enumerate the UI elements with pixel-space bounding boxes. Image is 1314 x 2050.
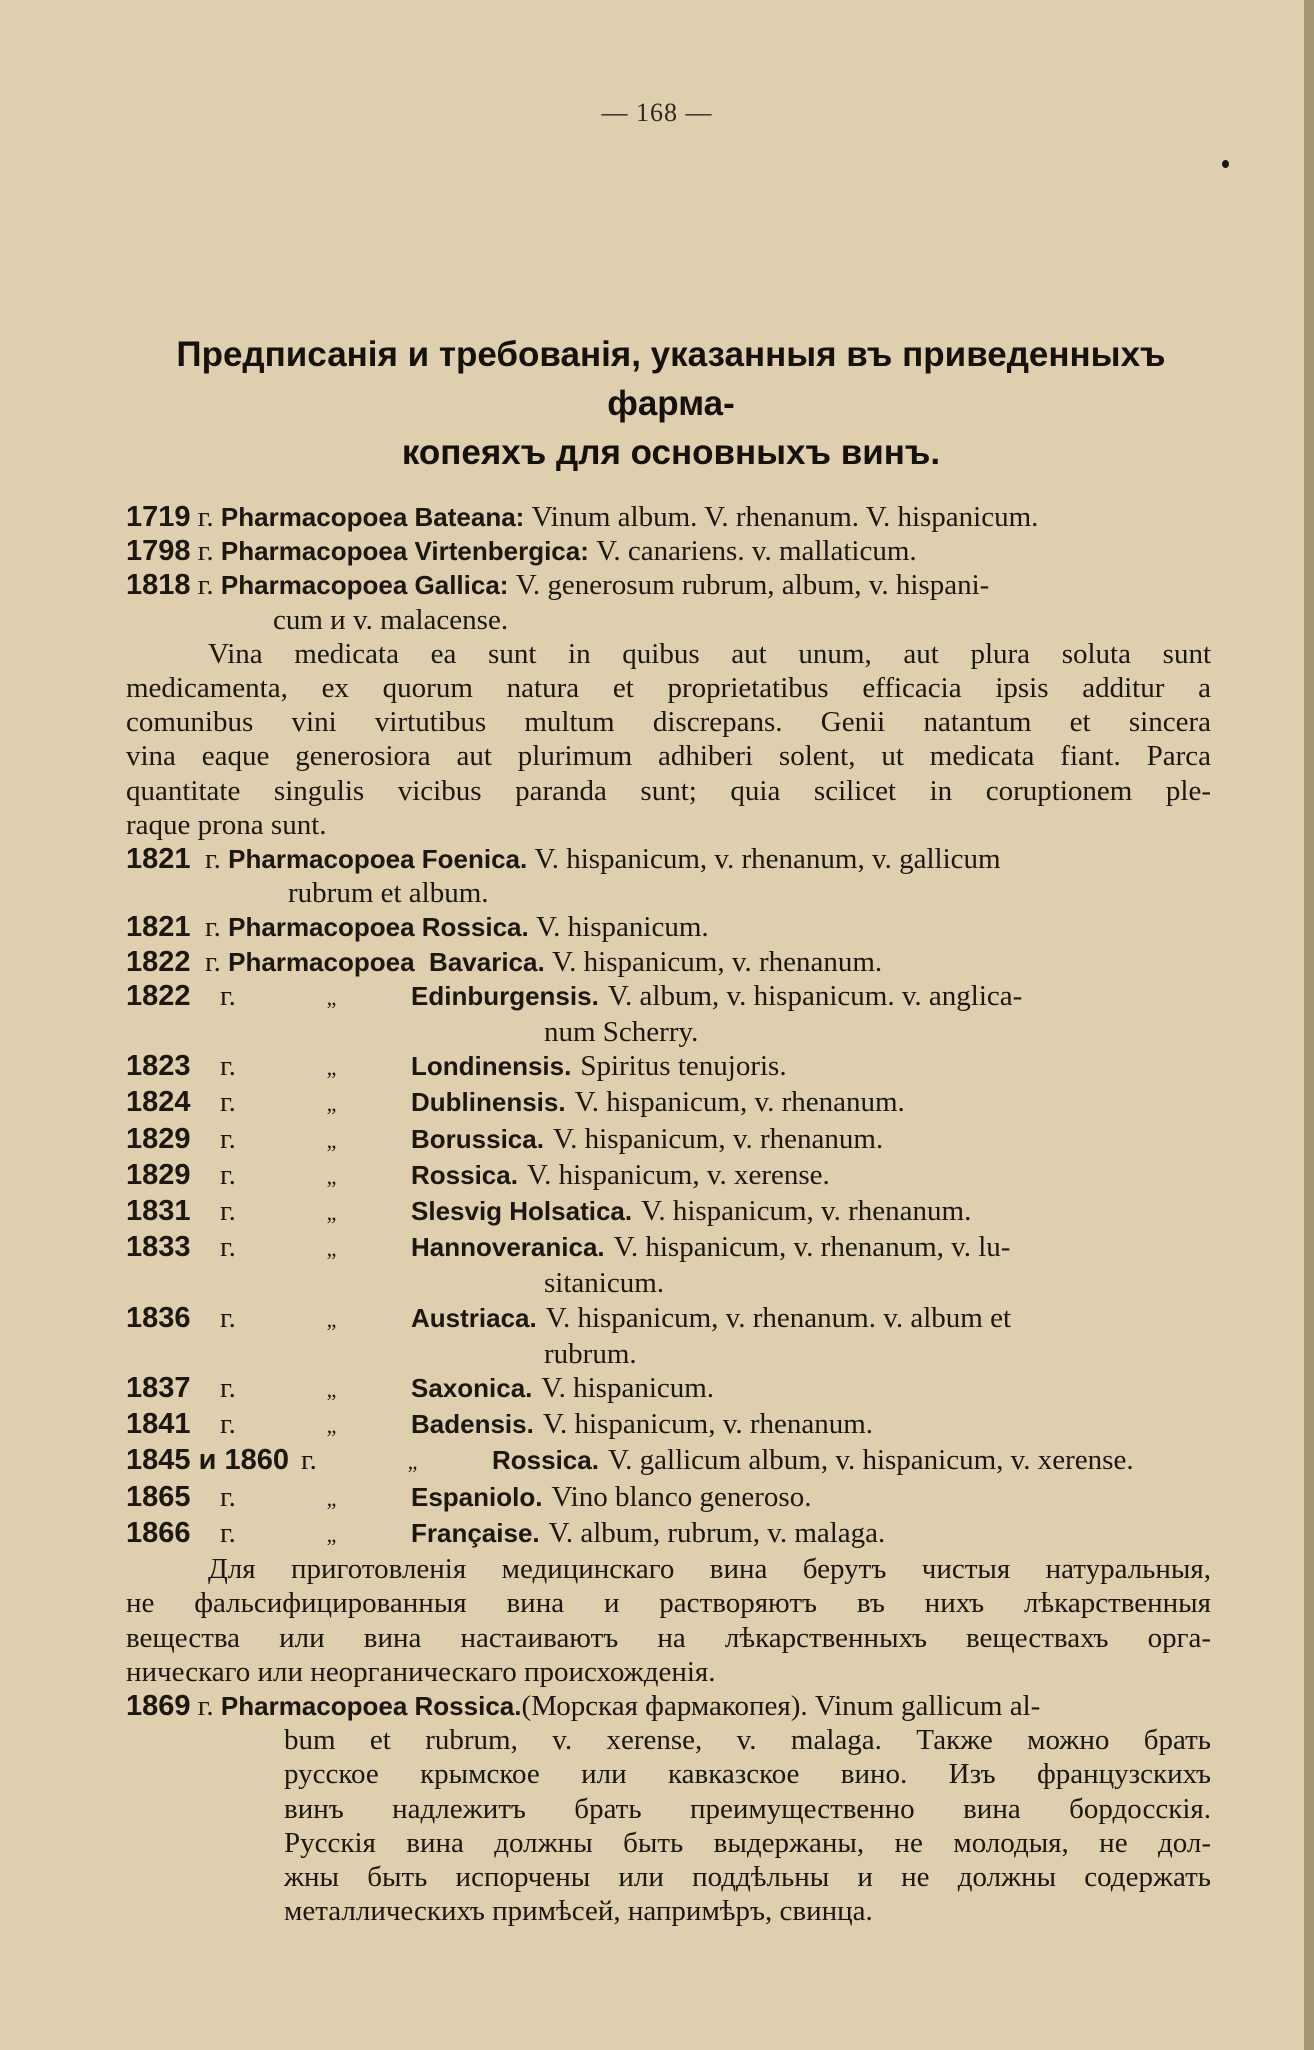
entry-year: 1821 xyxy=(126,843,191,876)
pharmacopoeia-name: Borussica. xyxy=(411,1123,544,1154)
entry-year: 1865 xyxy=(126,1480,191,1513)
entry-year: 1866 xyxy=(126,1516,191,1549)
paragraph-line: Vina medicata ea sunt in quibus aut unum, aut plura soluta sunt xyxy=(208,637,1211,670)
entry-g: г. xyxy=(300,1444,317,1477)
pharmacopoeia-name: Pharmacopoea Rossica. xyxy=(220,1690,522,1721)
paragraph-line: винъ надлежитъ брать преимущественно вина бордосскія. xyxy=(284,1792,1211,1825)
ditto-mark: „ xyxy=(326,1163,337,1189)
entry-1818: 1818 г. Pharmacopoea Gallica: V. generosum rubrum, album, v. hispani- xyxy=(126,569,990,602)
ditto-mark: „ xyxy=(326,1236,337,1262)
paragraph-line: русское крымское или кавказское вино. Изъ французскихъ xyxy=(284,1758,1211,1791)
entry-text: Vinum album. V. rhenanum. V. hispanicum. xyxy=(531,501,1039,533)
ditto-mark: „ xyxy=(326,1485,337,1511)
russian-paragraph xyxy=(126,1552,1211,1689)
entry-g: г. xyxy=(220,1086,236,1119)
pharmacopoeia-name: Hannoveranica. xyxy=(411,1232,605,1263)
entry-g: г. xyxy=(220,1372,236,1405)
entry-continuation: sitanicum. xyxy=(544,1267,665,1300)
pharmacopoeia-name: Pharmacopoea xyxy=(228,946,415,977)
pharmacopoeia-name: Austriaca. xyxy=(411,1302,537,1333)
ditto-entry xyxy=(126,1516,1211,1552)
entry-1869-continuation xyxy=(126,1723,1211,1928)
entry-continuation: num Scherry. xyxy=(544,1016,699,1049)
entry-year: 1836 xyxy=(126,1301,191,1334)
entry-text: V. generosum rubrum, album, v. hispani- xyxy=(515,569,990,602)
ditto-mark: „ xyxy=(326,1306,337,1332)
entry-1798: 1798 г. Pharmacopoea Virtenbergica: V. canariens. v. mallaticum. xyxy=(126,535,917,568)
pharmacopoeia-name: Londinensis. xyxy=(411,1051,572,1082)
paragraph-line: Русскія вина должны быть выдержаны, не молодыя, не дол- xyxy=(284,1826,1211,1859)
paragraph-line: quantitate singulis vicibus paranda sunt; quia scilicet in coruptionem ple- xyxy=(126,774,1211,807)
entry-g: г. xyxy=(220,1480,236,1513)
entry-text: Vino blanco generoso. xyxy=(551,1480,812,1513)
page-title xyxy=(126,330,1216,477)
entry-year: 1818 xyxy=(126,569,191,602)
ditto-entry xyxy=(126,1443,1211,1479)
title-line-1: Предписанія и требованія, указанныя въ приведенныхъ фарма- xyxy=(176,335,1166,423)
pharmacopoeia-name: Badensis. xyxy=(411,1409,534,1440)
entry-1821-foenica: 1821 г. Pharmacopoea Foenica. V. hispanicum, v. rhenanum, v. gallicum xyxy=(126,843,1001,876)
entry-g: г. xyxy=(220,1050,236,1083)
paragraph-line: металлическихъ примѣсей, напримѣръ, свинца. xyxy=(284,1895,873,1928)
entry-text: V. hispanicum, v. rhenanum, v. lu- xyxy=(613,1231,1011,1264)
paragraph-line: ническаго или неорганическаго происхожденія. xyxy=(126,1655,716,1688)
pharmacopoeia-name: Pharmacopoea Bateana: xyxy=(220,502,525,532)
paragraph-line: bum et rubrum, v. xerense, v. malaga. Также можно брать xyxy=(284,1724,1211,1757)
entry-year: 1837 xyxy=(126,1372,191,1405)
entry-continuation: rubrum. xyxy=(544,1337,637,1370)
ditto-entry xyxy=(126,1480,1211,1516)
ditto-mark: „ xyxy=(326,1413,337,1439)
entry-year: 1831 xyxy=(126,1195,191,1228)
paragraph-line: comunibus vini virtutibus multum discrepans. Genii natantum et sincera xyxy=(126,706,1211,739)
entry-text: V. album, v. hispanicum. v. anglica- xyxy=(607,979,1023,1012)
ditto-mark: „ xyxy=(407,1449,418,1475)
ditto-list xyxy=(126,979,1211,1552)
entry-text: V. gallicum album, v. hispanicum, v. xerense. xyxy=(607,1444,1134,1477)
entry-g: г. xyxy=(220,1158,236,1191)
entry-g: г. xyxy=(220,1195,236,1228)
ditto-entry xyxy=(126,1230,1211,1266)
entry-1719: 1719 г. Pharmacopoea Bateana: Vinum album. V. rhenanum. V. hispanicum. xyxy=(126,501,1039,533)
entry-year: 1829 xyxy=(126,1122,191,1155)
entry-year: 1829 xyxy=(126,1158,191,1191)
paragraph-line: не фальсифицированныя вина и растворяютъ въ нихъ лѣкарственныя xyxy=(126,1587,1211,1620)
entry-text: V. hispanicum. xyxy=(535,911,709,944)
entry-year: 1798 xyxy=(126,535,191,568)
entry-text: V. hispanicum, v. rhenanum. xyxy=(641,1195,972,1228)
entry-1822-bavarica: 1822 г. Pharmacopoea Bavarica. V. hispanicum, v. rhenanum. xyxy=(126,945,883,978)
ditto-entry xyxy=(126,1085,1211,1121)
entry-year: 1845 и 1860 xyxy=(126,1444,289,1477)
entry-g: г. xyxy=(220,979,236,1012)
title-line-2: копеяхъ для основныхъ винъ. xyxy=(401,433,941,472)
pharmacopoeia-name: Française. xyxy=(411,1517,540,1548)
entry-year: 1719 xyxy=(126,501,191,533)
entry-1869: 1869 г. Pharmacopoea Rossica. (Морская фармакопея). Vinum gallicum al- xyxy=(126,1689,1041,1722)
entry-continuation: rubrum et album. xyxy=(288,877,489,910)
entry-year: 1821 xyxy=(126,911,191,944)
pharmacopoeia-name: Rossica. xyxy=(491,1445,599,1476)
ditto-mark: „ xyxy=(326,1521,337,1547)
entry-g: г. xyxy=(220,1231,236,1264)
entry-text: V. hispanicum, v. rhenanum. xyxy=(552,1122,884,1155)
ditto-entry xyxy=(126,1194,1211,1230)
ditto-entry xyxy=(126,1122,1211,1158)
entry-year: 1833 xyxy=(126,1231,191,1264)
entry-year: 1869 xyxy=(126,1689,191,1722)
paragraph-line: raque prona sunt. xyxy=(126,808,327,841)
entry-year: 1824 xyxy=(126,1086,191,1119)
ditto-mark: „ xyxy=(326,1055,337,1081)
ditto-entry xyxy=(126,1301,1211,1337)
entry-text: V. hispanicum, v. rhenanum. xyxy=(574,1086,905,1119)
paragraph-line: vina eaque generosiora aut plurimum adhiberi solent, ut medicata fiant. Parca xyxy=(126,740,1211,773)
entry-continuation: cum и v. malacense. xyxy=(273,603,509,636)
pharmacopoeia-list xyxy=(126,500,1211,1928)
page-number: — 168 — xyxy=(601,98,713,127)
pharmacopoeia-name: Slesvig Holsatica. xyxy=(411,1196,633,1227)
latin-paragraph xyxy=(126,637,1211,842)
pharmacopoeia-name: Pharmacopoea Foenica. xyxy=(228,844,528,875)
ditto-entry xyxy=(126,1049,1211,1085)
ditto-entry xyxy=(126,979,1211,1015)
entry-year: 1822 xyxy=(126,945,191,978)
entry-g: г. xyxy=(220,1408,236,1441)
pharmacopoeia-name: Dublinensis. xyxy=(411,1087,566,1118)
pharmacopoeia-name: Bavarica. xyxy=(429,946,545,977)
entry-text: V. hispanicum, v. xerense. xyxy=(526,1158,830,1191)
paragraph-line: Для приготовленія медицинскаго вина берутъ чистыя натуральныя, xyxy=(208,1553,1211,1586)
entry-year: 1841 xyxy=(126,1408,191,1441)
ditto-mark: „ xyxy=(326,1091,337,1117)
pharmacopoeia-name: Pharmacopoea Virtenbergica: xyxy=(220,536,589,567)
pharmacopoeia-name: Edinburgensis. xyxy=(411,980,599,1011)
pharmacopoeia-name: Rossica. xyxy=(411,1159,518,1190)
entry-text: V. hispanicum, v. rhenanum. v. album et xyxy=(545,1301,1011,1334)
entry-text: (Морская фармакопея). Vinum gallicum al- xyxy=(521,1689,1041,1722)
entry-text: V. hispanicum, v. rhenanum. xyxy=(542,1408,874,1441)
entry-text: V. hispanicum. xyxy=(541,1372,715,1405)
ink-speck xyxy=(1222,160,1229,168)
entry-1821-rossica: 1821 г. Pharmacopoea Rossica. V. hispanicum. xyxy=(126,911,709,944)
paragraph-line: вещества или вина настаиваютъ на лѣкарственныхъ веществахъ орга- xyxy=(126,1621,1211,1654)
entry-g: г. xyxy=(220,1301,236,1334)
pharmacopoeia-name: Pharmacopoea Rossica. xyxy=(228,912,529,943)
paragraph-line: medicamenta, ex quorum natura et proprietatibus efficacia ipsis additur a xyxy=(126,672,1211,705)
pharmacopoeia-name: Espaniolo. xyxy=(411,1481,543,1512)
ditto-entry xyxy=(126,1371,1211,1407)
paragraph-line: жны быть испорчены или поддѣльны и не должны содержать xyxy=(284,1860,1211,1893)
entry-text: V. hispanicum, v. rhenanum, v. gallicum xyxy=(534,843,1001,876)
entry-text: V. canariens. v. mallaticum. xyxy=(596,535,917,568)
entry-year: 1822 xyxy=(126,979,191,1012)
ditto-mark: „ xyxy=(326,1377,337,1403)
entry-text: Spiritus tenujoris. xyxy=(580,1050,787,1083)
entry-year: 1823 xyxy=(126,1050,191,1083)
entry-g: г. xyxy=(220,1122,236,1155)
entry-text: V. album, rubrum, v. malaga. xyxy=(548,1516,886,1549)
ditto-entry xyxy=(126,1158,1211,1194)
pharmacopoeia-name: Saxonica. xyxy=(411,1373,533,1404)
ditto-mark: „ xyxy=(326,1127,337,1153)
ditto-mark: „ xyxy=(326,1200,337,1226)
ditto-mark: „ xyxy=(326,984,337,1010)
pharmacopoeia-name: Pharmacopoea Gallica: xyxy=(220,570,509,601)
entry-text: V. hispanicum, v. rhenanum. xyxy=(551,945,883,978)
entry-g: г. xyxy=(220,1516,236,1549)
ditto-entry xyxy=(126,1407,1211,1443)
